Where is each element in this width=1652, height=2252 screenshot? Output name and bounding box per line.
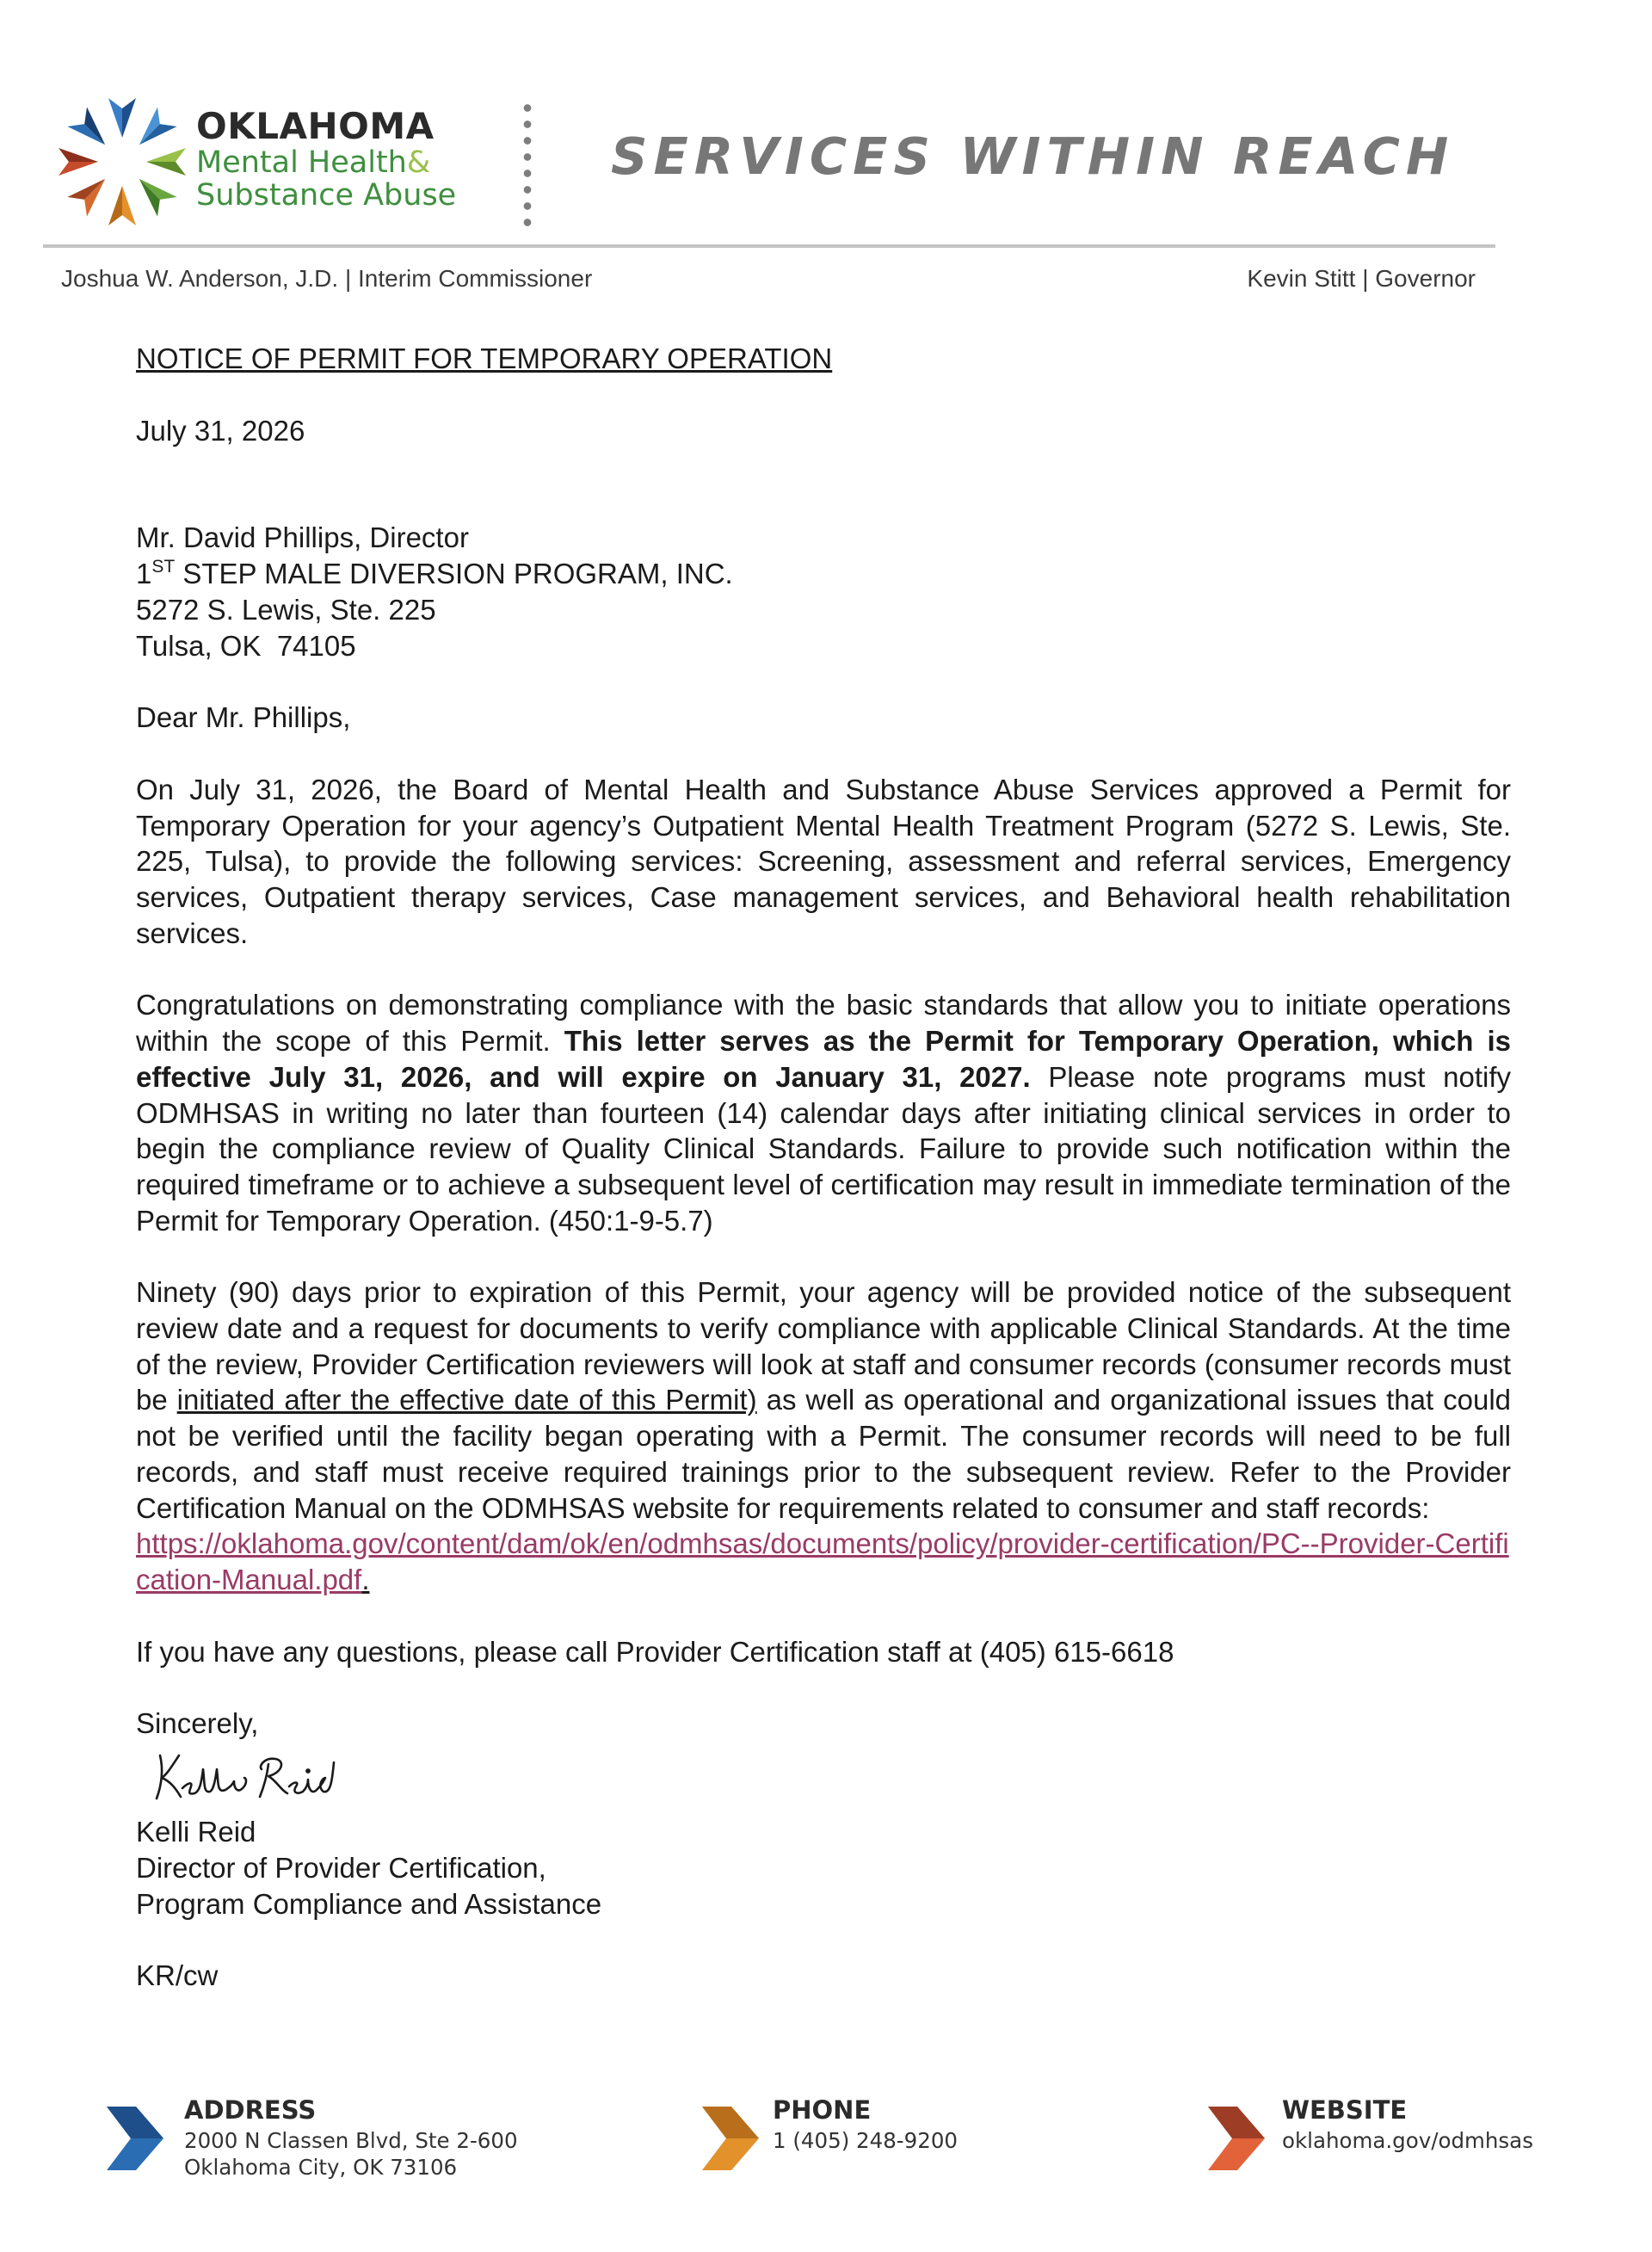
phone-chevron-icon <box>700 2107 761 2170</box>
typist-initials: KR/cw <box>136 1959 219 1992</box>
recipient-org-superscript: ST <box>151 557 176 577</box>
footer-address-title: ADDRESS <box>184 2095 317 2125</box>
org-name-ampersand: & <box>406 145 431 180</box>
letter-date: July 31, 2026 <box>136 414 305 447</box>
letter-heading: NOTICE OF PERMIT FOR TEMPORARY OPERATION <box>136 342 833 374</box>
link-period: . <box>361 1563 370 1595</box>
paragraph-congratulations-text: Congratulations on demonstrating compliance with the basic standards that allow you to initiate operations within the scope of this Permit. <box>136 989 1511 1058</box>
recipient-org <box>136 556 1511 592</box>
footer-address-line1: 2000 N Classen Blvd, Ste 2-600 <box>184 2128 518 2153</box>
website-chevron-icon <box>1206 2107 1267 2170</box>
org-name-mental-health: Mental Health <box>196 145 407 180</box>
recipient-city: Tulsa, OK 74105 <box>136 629 356 662</box>
paragraph-review <box>136 1274 1511 1526</box>
org-name-line2 <box>196 145 431 180</box>
handwritten-signature <box>148 1743 346 1805</box>
org-name-line1: OKLAHOMA <box>196 105 435 147</box>
paragraph-congratulations-notice: Please note programs must notify ODMHSAS in writing no later than fourteen (14) calendar days after initiating clinical services in order to begin the compliance review of Quality Clinical Standards. Failure to provide such notification within the required timeframe or to achieve a subsequent level of certification may result in immediate termination of the Permit for Temporary Operation. (450:1-9-5.7) <box>136 1060 1511 1237</box>
footer-phone-line1: 1 (405) 248-9200 <box>773 2128 958 2153</box>
footer-website-line1: oklahoma.gov/odmhsas <box>1282 2128 1533 2153</box>
signer-name: Kelli Reid <box>136 1816 256 1848</box>
paragraph-review-rest: as well as operational and organizational issues that could not be verified until the facility began operating with a Permit. The consumer records will need to be full records, and staff must receive required trainings prior to the subsequent review. Refer to the Provider Certification Manual on the ODMHSAS website for requirements related to consumer and staff records: <box>136 1384 1511 1524</box>
recipient-name: Mr. David Phillips, Director <box>136 521 469 554</box>
governor-line: Kevin Stitt | Governor <box>1247 265 1476 292</box>
paragraph-approval: On July 31, 2026, the Board of Mental Health and Substance Abuse Services approved a Permit for Temporary Operation for your agency’s Outpatient Mental Health Treatment Program (5272 S. Lewis, Ste. 225, Tulsa), to provide the following services: Screening, assessment and referral services, Emergency services, Outpatient therapy services, Case management services, and Behavioral health rehabilitation services. <box>136 773 1511 949</box>
footer-phone-title: PHONE <box>773 2095 872 2125</box>
questions-line: If you have any questions, please call Provider Certification staff at (405) 615-6618 <box>136 1635 1174 1668</box>
manual-link-line <box>136 1526 1511 1597</box>
recipient-street: 5272 S. Lewis, Ste. 225 <box>136 593 436 626</box>
org-name-line3: Substance Abuse <box>196 178 457 213</box>
closing: Sincerely, <box>136 1707 259 1740</box>
letter-body <box>136 341 1511 1994</box>
recipient-org-number: 1 <box>136 558 152 590</box>
salutation: Dear Mr. Phillips, <box>136 701 351 734</box>
commissioner-line: Joshua W. Anderson, J.D. | Interim Commissioner <box>61 265 593 292</box>
recipient-org-name: STEP MALE DIVERSION PROGRAM, INC. <box>175 558 733 590</box>
paragraph-review-text: Ninety (90) days prior to expiration of this Permit, your agency will be provided notice of the subsequent review date and a request for documents to verify compliance with applicable Clinical Standards. At the time of the review, Provider Certification reviewers will look at staff and consumer records (consumer records must be <box>136 1276 1511 1416</box>
footer-address-line2: Oklahoma City, OK 73106 <box>184 2155 458 2180</box>
header-rule <box>43 244 1495 248</box>
paragraph-congratulations <box>136 987 1511 1238</box>
signature-area <box>136 1742 1511 1814</box>
provider-certification-manual-link[interactable]: https://oklahoma.gov/content/dam/ok/en/odmhsas/documents/policy/provider-certification/PC--Provider-Certification-Manual.pdf <box>136 1527 1509 1595</box>
effective-date-note: initiated after the effective date of this Permit) <box>176 1384 757 1416</box>
address-chevron-icon <box>105 2107 165 2170</box>
permit-validity-statement: This letter serves as the Permit for Temporary Operation, which is effective July 31, 2026, and will expire on January 31, 2027. <box>136 1025 1511 1093</box>
footer-website-title: WEBSITE <box>1282 2095 1408 2125</box>
dotted-divider <box>523 100 532 231</box>
signer-title-2: Program Compliance and Assistance <box>136 1887 602 1920</box>
signer-title-1: Director of Provider Certification, <box>136 1851 546 1884</box>
odmhsas-star-logo <box>53 93 191 231</box>
tagline: SERVICES WITHIN REACH <box>611 126 1455 186</box>
